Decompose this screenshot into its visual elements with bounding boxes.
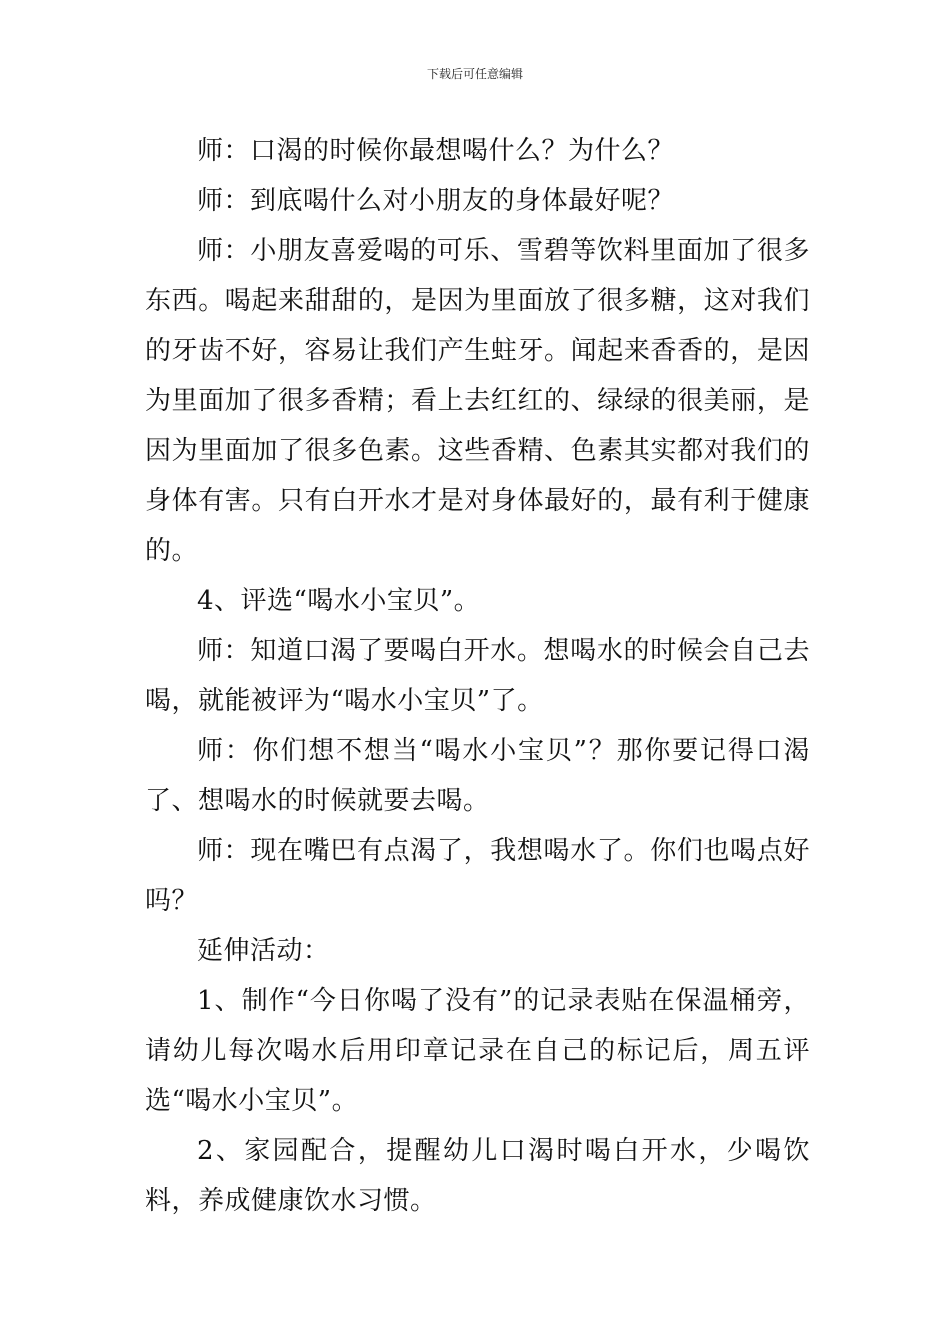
- page-header-note: 下载后可任意编辑: [426, 67, 523, 81]
- paragraph-extension-1: 1、制作“今日你喝了没有”的记录表贴在保温桶旁，请幼儿每次喝水后用印章记录在自己的标记后，周五评选“喝水小宝贝”。: [145, 986, 810, 1116]
- paragraph-extension-heading: 延伸活动：: [197, 936, 330, 966]
- paragraph-question-thirsty: 师：口渴的时候你最想喝什么？为什么？: [197, 136, 675, 166]
- paragraph-thirsty-now: 师：现在嘴巴有点渴了，我想喝水了。你们也喝点好吗？: [145, 836, 810, 916]
- paragraph-section-4-heading: 4、评选“喝水小宝贝”。: [197, 586, 481, 616]
- paragraph-question-best-drink: 师：到底喝什么对小朋友的身体最好呢？: [197, 186, 675, 216]
- paragraph-want-to-be: 师：你们想不想当“喝水小宝贝”？那你要记得口渴了、想喝水的时候就要去喝。: [145, 736, 810, 816]
- paragraph-drink-baby-award: 师：知道口渴了要喝白开水。想喝水的时候会自己去喝，就能被评为“喝水小宝贝”了。: [145, 636, 810, 716]
- document-body: [145, 126, 810, 1226]
- paragraph-extension-2: 2、家园配合，提醒幼儿口渴时喝白开水，少喝饮料，养成健康饮水习惯。: [145, 1136, 810, 1216]
- paragraph-drinks-explanation: 师：小朋友喜爱喝的可乐、雪碧等饮料里面加了很多东西。喝起来甜甜的，是因为里面放了很多糖，这对我们的牙齿不好，容易让我们产生蛀牙。闻起来香香的，是因为里面加了很多香精；看上去红红的、绿绿的很美丽，是因为里面加了很多色素。这些香精、色素其实都对我们的身体有害。只有白开水才是对身体最好的，最有利于健康的。: [145, 236, 810, 566]
